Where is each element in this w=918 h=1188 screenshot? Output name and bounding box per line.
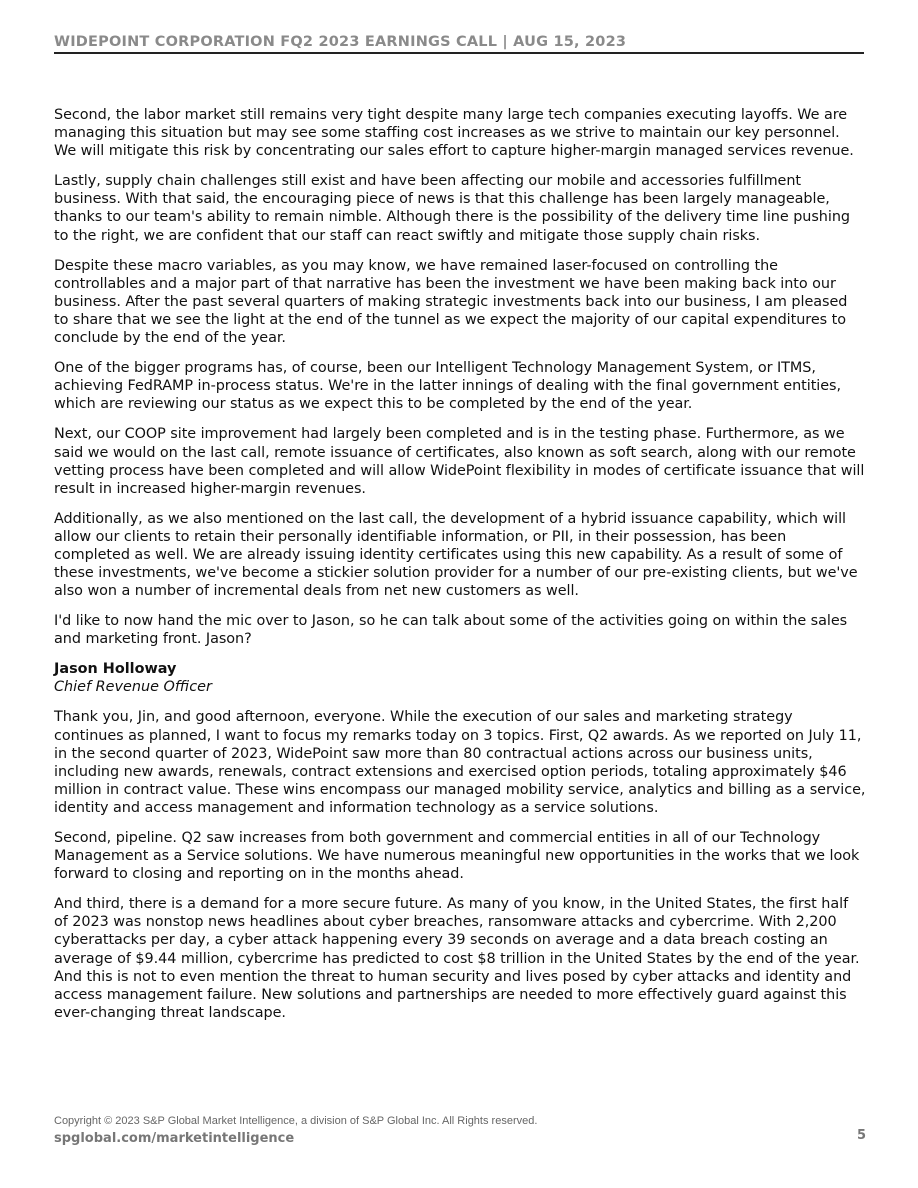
page-header	[54, 34, 864, 54]
paragraph: Thank you, Jin, and good afternoon, everyone. While the execution of our sales and marketing strategy continues as planned, I want to focus my remarks today on 3 topics. First, Q2 awards. As we reported on July 11, in the second quarter of 2023, WidePoint saw more than 80 contractual actions across our business units, including new awards, renewals, contract extensions and exercised option periods, totaling approximately $46 million in contract value. These wins encompass our managed mobility service, analytics and billing as a service, identity and access management and information technology as a service solutions.	[54, 709, 866, 816]
page-number: 5	[856, 1128, 866, 1143]
paragraph: Next, our COOP site improvement had largely been completed and is in the testing phase. Furthermore, as we said we would on the last call, remote issuance of certificates, also known as soft search, along with our remote vetting process have been completed and will allow WidePoint flexibility in modes of certificate issuance that will result in increased higher-margin revenues.	[54, 426, 865, 497]
transcript-body	[54, 106, 866, 1034]
footer-link[interactable]: spglobal.com/marketintelligence	[54, 1131, 295, 1146]
page-footer	[54, 1114, 866, 1148]
paragraph: Second, pipeline. Q2 saw increases from both government and commercial entities in all of our Technology Management as a Service solutions. We have numerous meaningful new opportunities in the works that we look forward to closing and reporting on in the months ahead.	[54, 830, 860, 883]
header-title: WIDEPOINT CORPORATION FQ2 2023 EARNINGS CALL | AUG 15, 2023	[54, 34, 627, 50]
paragraph: And third, there is a demand for a more secure future. As many of you know, in the United States, the first half of 2023 was nonstop news headlines about cyber breaches, ransomware attacks and cybercrime. With 2,200 cyberattacks per day, a cyber attack happening every 39 seconds on average and a data breach costing an average of $9.44 million, cybercrime has predicted to cost $8 trillion in the United States by the end of the year. And this is not to even mention the threat to human security and lives posed by cyber attacks and identity and access management failure. New solutions and partnerships are needed to more effectively guard against this ever-changing threat landscape.	[54, 896, 860, 1021]
paragraph: Additionally, as we also mentioned on the last call, the development of a hybrid issuance capability, which will allow our clients to retain their personally identifiable information, or PII, in their possession, has been completed as well. We are already issuing identity certificates using this new capability. As a result of some of these investments, we've become a stickier solution provider for a number of our pre-existing clients, but we've also won a number of incremental deals from net new customers as well.	[54, 510, 858, 600]
copyright-notice: Copyright © 2023 S&P Global Market Intelligence, a division of S&P Global Inc. All Rights reserved.	[54, 1115, 538, 1127]
paragraph: I'd like to now hand the mic over to Jason, so he can talk about some of the activities going on within the sales and marketing front. Jason?	[54, 613, 848, 648]
paragraph: Second, the labor market still remains very tight despite many large tech companies executing layoffs. We are managing this situation but may see some staffing cost increases as we strive to maintain our key personnel. We will mitigate this risk by concentrating our sales effort to capture higher-margin managed services revenue.	[54, 107, 854, 160]
paragraph: Lastly, supply chain challenges still exist and have been affecting our mobile and accessories fulfillment business. With that said, the encouraging piece of news is that this challenge has been largely manageable, thanks to our team's ability to remain nimble. Although there is the possibility of the delivery time line pushing to the right, we are confident that our staff can react swiftly and mitigate those supply chain risks.	[54, 173, 850, 244]
speaker-title: Chief Revenue Officer	[54, 679, 212, 696]
paragraph: Despite these macro variables, as you may know, we have remained laser-focused on controlling the controllables and a major part of that narrative has been the investment we have been making back into our business. After the past several quarters of making strategic investments back into our business, I am pleased to share that we see the light at the end of the tunnel as we expect the majority of our capital expenditures to conclude by the end of the year.	[54, 257, 848, 347]
paragraph: One of the bigger programs has, of course, been our Intelligent Technology Management System, or ITMS, achieving FedRAMP in-process status. We're in the latter innings of dealing with the final government entities, which are reviewing our status as we expect this to be completed by the end of the year.	[54, 360, 842, 413]
speaker-name: Jason Holloway	[54, 661, 177, 678]
